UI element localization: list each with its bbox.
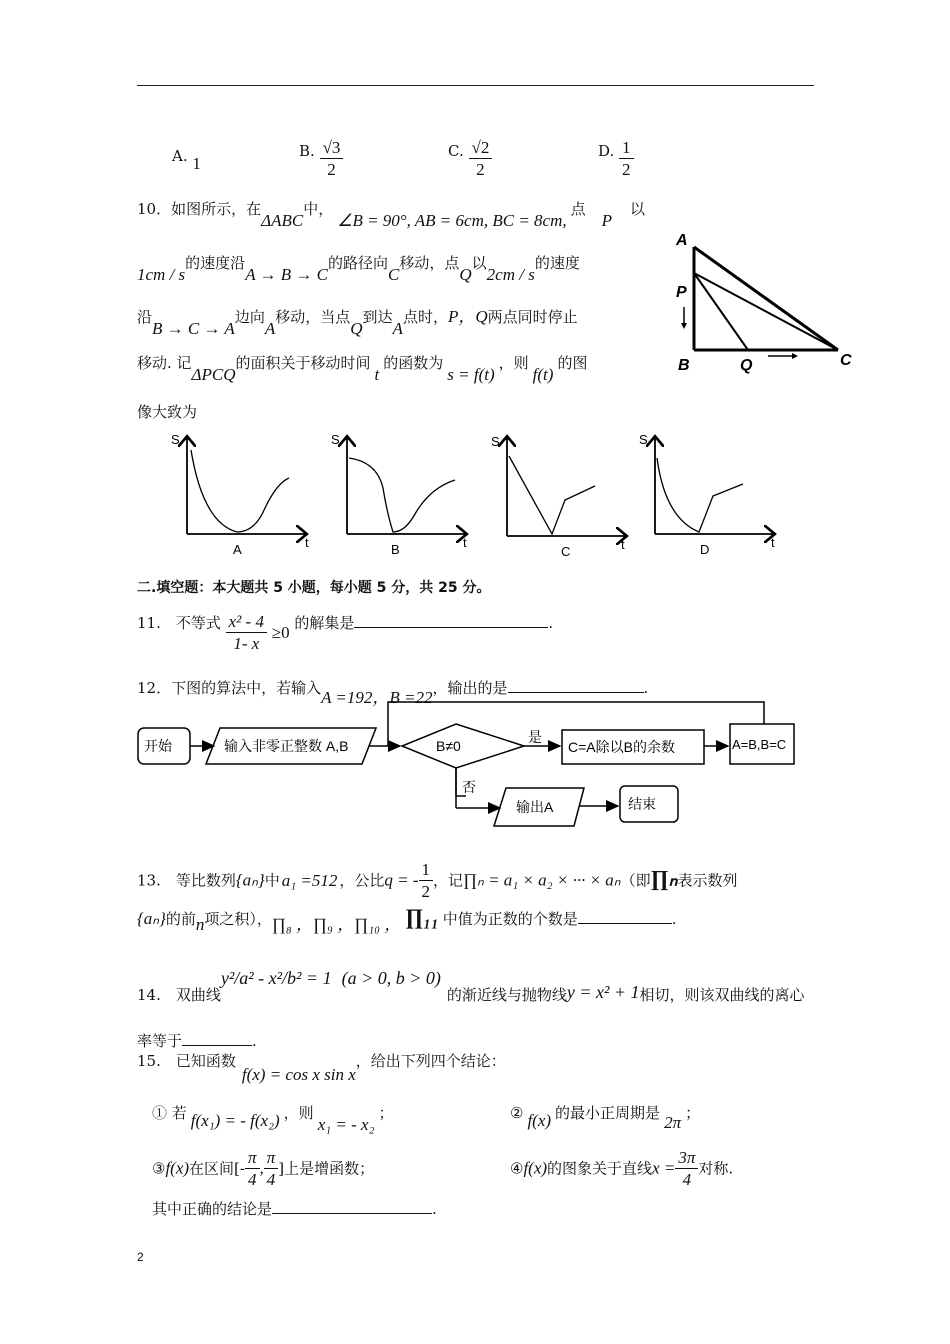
q9-c-fraction: $\frac{√2}{2}$ [469, 138, 493, 181]
flow-input-label: 输入非零正整数 A,B [224, 738, 349, 754]
q10-line-5: 像大致为 [137, 403, 198, 421]
graph-a-t-label: t [305, 535, 309, 550]
triangle-figure [668, 225, 858, 380]
graph-a [171, 432, 309, 557]
q12-answer-blank[interactable] [508, 678, 644, 693]
flow-start-label: 开始 [144, 738, 172, 754]
q9-d-fraction: $\frac{1}{2}$ [619, 138, 634, 181]
vertex-b-label: B [678, 357, 690, 374]
graph-d-label: D [700, 542, 710, 557]
q14-line-2: 率等于 . [137, 1032, 257, 1050]
graph-c [491, 434, 625, 559]
q9-option-b: B. $\frac{√3}{2}$ [299, 138, 343, 181]
flow-yes-label: 是 [528, 729, 542, 745]
q15-conclusion-1: ① 若 f(x₁) = - f(x₂) ，则x₁ = - x₂； [152, 1104, 394, 1134]
q12-text: 12．下图的算法中，若输入A =192，B =22，输出的是 . [137, 679, 649, 707]
graph-a-s-label: S [171, 432, 180, 447]
flow-condition-diamond [402, 724, 524, 768]
graph-d [639, 432, 775, 557]
vertex-c-label: C [840, 352, 852, 369]
graph-a-label: A [233, 542, 242, 557]
q11: 11. 不等式 $\frac{\text{x² - 4}}{1- x}$ ≥0 的解集是 . [137, 612, 554, 653]
segment-pq [694, 273, 748, 350]
q14-answer-blank[interactable] [182, 1031, 252, 1046]
q10-line-2: 1cm / s的速度沿A → B → C的路径向C移动，点Q以2cm / s的速度 [137, 254, 580, 284]
flow-no-label: 否 [462, 779, 476, 795]
flow-end-label: 结束 [628, 796, 656, 812]
answer-graphs [165, 428, 805, 560]
graph-b-curve [349, 458, 455, 532]
graph-c-label: C [561, 544, 571, 559]
graph-b-t-label: t [463, 535, 467, 550]
flowchart [132, 698, 802, 832]
arrow-down-head [681, 323, 687, 329]
flow-process2-label: A=B,B=C [732, 737, 787, 752]
q9-b-fraction: $\frac{√3}{2}$ [320, 138, 344, 181]
graph-b [331, 432, 467, 557]
header-rule [137, 85, 814, 86]
flow-output-label: 输出A [516, 799, 554, 815]
graph-d-curve [657, 458, 743, 532]
graph-a-curve [191, 450, 289, 532]
flow-condition-label: B≠0 [436, 738, 461, 754]
q10-line-1: 10．如图所示，在ΔABC中，∠B = 90°, AB = 6cm, BC = 8cm,点P以 [137, 200, 646, 230]
q15-conclusion-4: ④f(x)的图象关于直线x = $\frac{3\pi}{4}$ 对称. [510, 1148, 734, 1189]
graph-b-s-label: S [331, 432, 340, 447]
point-p-label: P [676, 284, 687, 301]
q13-answer-blank[interactable] [578, 909, 672, 924]
q9-a-value: 1 [192, 154, 201, 173]
graph-d-t-label: t [771, 535, 775, 550]
arrow-right-head [792, 353, 798, 359]
graph-c-s-label: S [491, 434, 500, 449]
q13-line-2: {aₙ}的前n项之积），∏₈ ，∏₉ ，∏₁₀ ， ∏₁₁ 中值为正数的个数是 . [137, 904, 677, 934]
side-ac [694, 247, 838, 350]
q10-line-3: 沿B → C → A边向A移动，当点Q到达A点时，P，Q两点同时停止 [137, 307, 578, 338]
section-heading: 二.填空题：本大题共 5 小题，每小题 5 分，共 25 分。 [137, 580, 491, 596]
q10-line-4: 移动. 记ΔPCQ的面积关于移动时间t的函数为s = f(t)，则f(t)的图 [137, 354, 588, 384]
point-q-label: Q [740, 357, 753, 374]
q15-conclusion-3: ③f(x)在区间[- $\frac{\pi}{4}$ , $\frac{\pi}{4}$ ]上是增函数； [152, 1148, 375, 1189]
q14-line-1: 14. 双曲线y²/a² - x²/b² = 1 (a > 0, b > 0)的渐近线与抛物线y = x² + 1相切，则该双曲线的离心 [137, 968, 805, 1004]
q13-line-1: 13. 等比数列{aₙ}中 a₁ =512 ，公比q = - $\frac{1}{2}$ ，记∏ₙ = a₁ × a₂ × ··· × aₙ（即∏ₙ表示数列 [137, 860, 738, 901]
graph-d-s-label: S [639, 432, 648, 447]
q13-ratio-fraction: $\frac{1}{2}$ [419, 860, 434, 903]
q11-fraction: $\frac{\text{x² - 4}}{1- x}$ [226, 612, 267, 655]
q15-conclusion-2: ② f(x) 的最小正周期是 2π ； [510, 1104, 701, 1132]
q15-intro: 15. 已知函数f(x) = cos x sin x，给出下列四个结论： [137, 1052, 506, 1084]
graph-c-curve [509, 456, 595, 534]
q15-final: 其中正确的结论是 . [152, 1200, 437, 1218]
q9-option-a: A. 1 [172, 147, 201, 173]
q9-option-c: C. $\frac{√2}{2}$ [448, 138, 492, 181]
graph-c-t-label: t [621, 537, 625, 552]
page-number: 2 [137, 1250, 144, 1264]
q11-answer-blank[interactable] [354, 613, 548, 628]
vertex-a-label: A [676, 232, 688, 249]
graph-b-label: B [391, 542, 400, 557]
q15-answer-blank[interactable] [272, 1199, 432, 1214]
flow-process1-label: C=A除以B的余数 [568, 739, 675, 755]
segment-pc [694, 273, 838, 350]
q9-option-d: D. $\frac{1}{2}$ [598, 138, 634, 181]
